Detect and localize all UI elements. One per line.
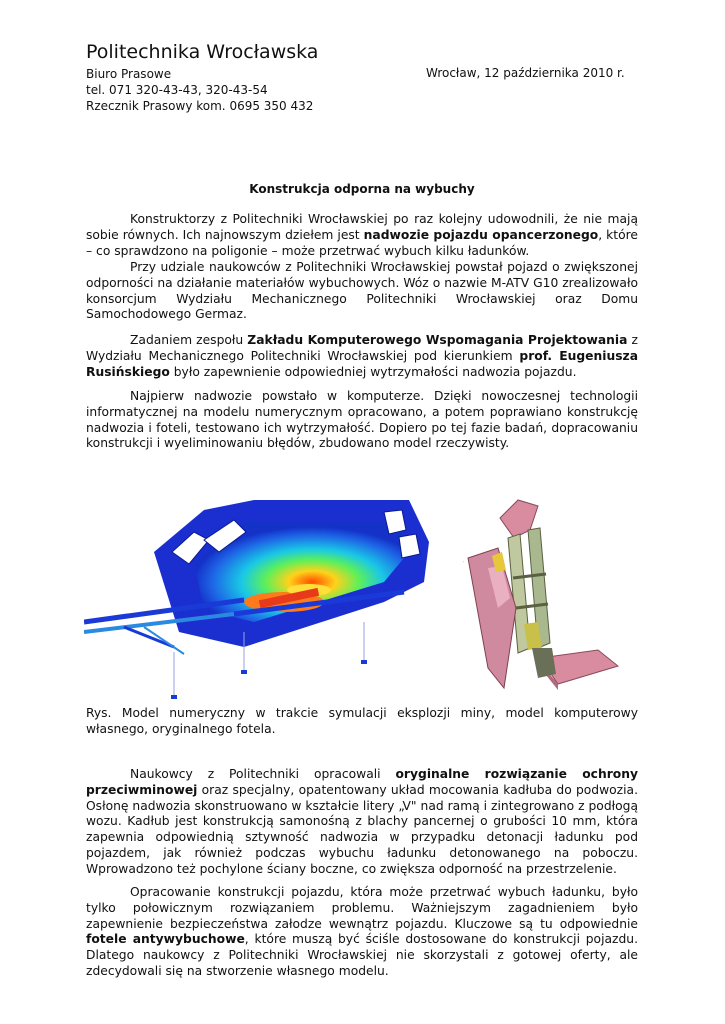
paragraph-2: Przy udziale naukowców z Politechniki Wrocławskiej powstał pojazd o zwiększonej odporności na działanie materiałów wybuchowych. Wóz o nazwie M-ATV G10 zrealizowało konsorcjum Wydziału Mechanicznego Politechniki Wrocławskiej oraz Domu Samochodowego Germaz. (86, 260, 638, 322)
paragraph-1: Konstruktorzy z Politechniki Wrocławskiej po raz kolejny udowodnili, że nie mają sobie równych. Ich najnowszym dziełem jest nadwozie pojazdu opancerzonego, które – co sprawdzono na poligonie – może przetrwać wybuch kilku ładunków. (86, 212, 638, 258)
press-office: Biuro Prasowe (86, 67, 172, 81)
spokesman-contact: Rzecznik Prasowy kom. 0695 350 432 (86, 99, 314, 113)
figure-caption: Rys. Model numeryczny w trakcie symulacji eksplozji miny, model komputerowy własnego, oryginalnego fotela. (86, 706, 638, 736)
seat-model-image (458, 498, 638, 704)
paragraph-3: Zadaniem zespołu Zakładu Komputerowego Wspomagania Projektowania z Wydziału Mechanicznego Politechniki Wrocławskiej pod kierunkiem prof. Eugeniusza Rusińskiego było zapewnienie odpowiedniej wytrzymałości nadwozia pojazdu. (86, 333, 639, 379)
paragraph-6: Opracowanie konstrukcji pojazdu, która może przetrwać wybuch ładunku, było tylko połowicznym rozwiązaniem problemu. Ważniejszym zagadnieniem było zapewnienie bezpieczeństwa załodze wewnątrz pojazdu. Kluczowe są tu odpowiednie fotele antywybuchowe, które muszą być ściśle dostosowane do konstrukcji pojazdu. Dlatego naukowcy z Politechniki Wrocławskiej nie skorzystali z gotowej oferty, ale zdecydowali się na stworzenie własnego modelu. (86, 885, 638, 978)
vehicle-simulation-image (84, 482, 444, 704)
article-title: Konstrukcja odporna na wybuchy (249, 182, 475, 196)
phone-numbers: tel. 071 320-43-43, 320-43-54 (86, 83, 268, 97)
paragraph-5: Naukowcy z Politechniki opracowali oryginalne rozwiązanie ochrony przeciwminowej oraz specjalny, opatentowany układ mocowania kadłuba do podwozia. Osłonę nadwozia skonstruowano w kształcie litery „V" nad ramą i zintegrowano z podłogą wozu. Kadłub jest konstrukcją samonośną z blachy pancernej o grubości 10 mm, która zapewnia odpowiednią sztywność nadwozia w przypadku detonacji ładunku pod pojazdem, jak również podczas wybuchu ładunku detonowanego na poboczu. Wprowadzono też pochylone ściany boczne, co zwiększa odporność na przestrzelenie. (86, 767, 638, 876)
institution-name: Politechnika Wrocławska (86, 41, 319, 63)
paragraph-4: Najpierw nadwozie powstało w komputerze. Dzięki nowoczesnej technologii informatycznej na modelu numerycznym opracowano, a potem poprawiano konstrukcję nadwozia i foteli, testowano ich wytrzymałość. Dopiero po tej fazie badań, dopracowaniu konstrukcji i wyeliminowaniu błędów, zbudowano model rzeczywisty. (86, 389, 638, 451)
svg-text:˙: ˙ (462, 561, 465, 568)
date-line: Wrocław, 12 października 2010 r. (426, 66, 625, 80)
